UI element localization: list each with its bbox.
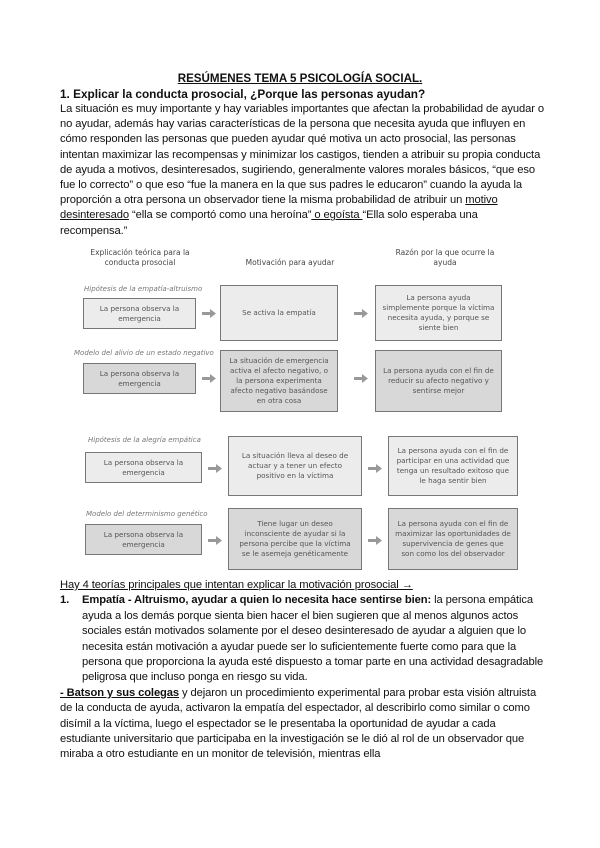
diagram-box: La persona ayuda simplemente porque la víctima necesita ayuda, y porque se siente bien [375, 285, 502, 341]
diagram-box: Se activa la empatía [220, 285, 338, 341]
diagram-box: La persona observa la emergencia [83, 363, 196, 394]
arrow-right-icon [368, 464, 382, 473]
underlined-phrase: o egoísta [311, 209, 363, 222]
row-label: Hipótesis de la alegría empática [88, 436, 201, 444]
list-item: 1. Empatía - Altruismo, ayudar a quien lo necesita hace sentirse bien: la persona empática ayuda a los demás porque sienta bien hacer el bien sugieren que al menos algunos actos sociales están motivados solamente por el deseo desinteresado de ayudar a alguien que lo necesita están motivación a ayudar puede ser lo suficientemente fuerte como para que la persona que proporciona la ayuda esté dispuesto a tomar parte en una actividad desagradable peligrosa que incluso ponga en riesgo su vida. [60, 594, 544, 684]
row-label: Modelo del alivio de un estado negativo [74, 349, 214, 357]
diagram-box: Tiene lugar un deseo inconsciente de ayudar si la persona percibe que la víctima se le asemeja genéticamente [228, 508, 362, 570]
diagram-header: Motivación para ayudar [245, 258, 335, 267]
diagram-box: La situación de emergencia activa el afecto negativo, o la persona experimenta afecto negativo basándose en otra cosa [220, 350, 338, 412]
body-text [60, 578, 544, 763]
theories-intro: Hay 4 teorías principales que intentan explicar la motivación prosocial → [60, 579, 413, 591]
diagram-header: Explicación teórica para la conducta prosocial [90, 248, 190, 267]
arrow-right-icon [208, 464, 222, 473]
arrow-right-icon [368, 536, 382, 545]
diagram-box: La persona observa la emergencia [83, 298, 196, 329]
diagram-box: La persona ayuda con el fin de maximizar las oportunidades de supervivencia de genes que son como los del observador [388, 508, 518, 570]
batson-paragraph: - Batson y sus colegas y dejaron un procedimiento experimental para probar esta visión altruista de la conducta de ayuda, activaron la empatía del espectador, al describirlo como similar o como disímil a la víctima, luego el espectador se le presentaba la oportunidad de ayudar a cada estudiante universitario que participaba en la investigación se le dió al rol de un observador que miraba a otro estudiante en un monitor de televisión, mientras ella [60, 686, 537, 761]
intro-paragraph: La situación es muy importante y hay variables importantes que afectan la probabilidad de ayudar o no ayudar, además hay varias características de la persona que necesita ayuda que influyen en cómo responden las personas que pueden ayudar qué motiva un acto prosocial, las personas intentan maximizar las recompensas y minimizar los castigos, tienden a atribuir su propia conducta de ayuda a motivos, desinteresados, sugiriendo, generalmente valores morales básicos, “que eso fue lo correcto” o que eso “fue la manera en la que sus padres le educaron” cuando la ayuda la proporción a otra persona un observador tiene la misma probabilidad de atribuir un motivo desinteresado “ella se comportó como una heroína” o egoísta “Ella solo esperaba una recompensa.” [60, 103, 544, 237]
arrow-right-icon [208, 536, 222, 545]
diagram-box: La persona observa la emergencia [85, 452, 202, 483]
diagram-box: La persona ayuda con el fin de reducir su afecto negativo y sentirse mejor [375, 350, 502, 412]
underlined-phrase: motivo desinteresado [60, 194, 498, 222]
row-label: Modelo del determinismo genético [86, 510, 208, 518]
list-number: 1. [60, 594, 70, 607]
document-title: RESÚMENES TEMA 5 PSICOLOGÍA SOCIAL. [177, 72, 423, 85]
diagram-box: La persona observa la emergencia [85, 524, 202, 555]
arrow-right-icon [354, 309, 368, 318]
arrow-right-icon [202, 309, 216, 318]
row-label: Hipótesis de la empatía-altruismo [84, 285, 203, 293]
diagram-header: Razón por la que ocurre la ayuda [395, 248, 495, 267]
diagram-box: La persona ayuda con el fin de participar en una actividad que tenga un resultado exitoso que le haga sentir bien [388, 436, 518, 496]
diagram-box: La situación lleva al deseo de actuar y a tener un efecto positivo en la víctima [228, 436, 362, 496]
arrow-right-icon [202, 374, 216, 383]
section-heading: 1. Explicar la conducta prosocial, ¿Porque las personas ayudan? [60, 87, 426, 101]
arrow-right-icon [354, 374, 368, 383]
